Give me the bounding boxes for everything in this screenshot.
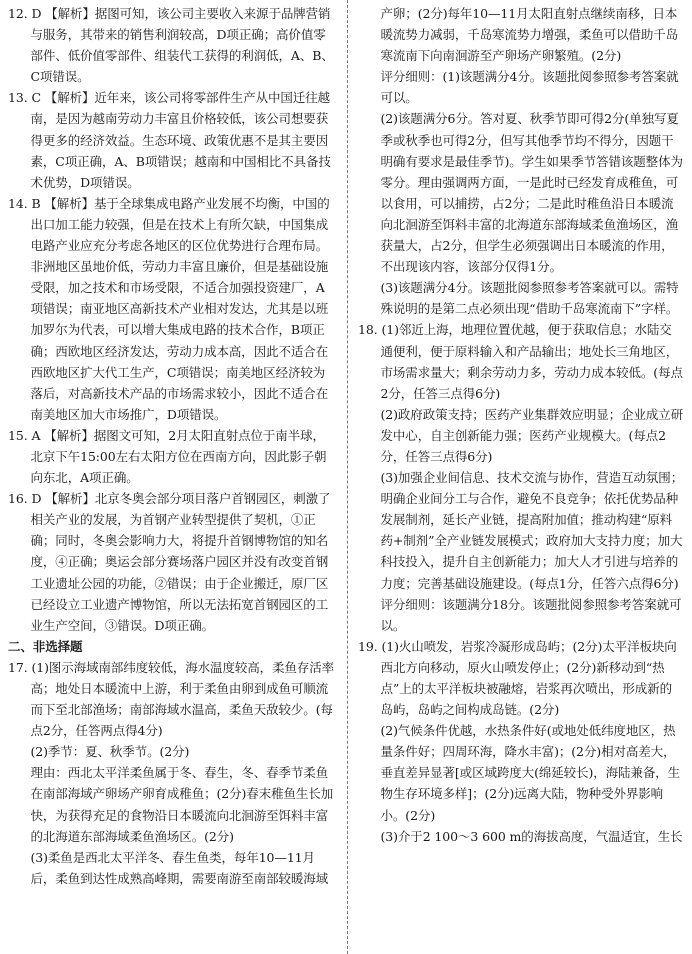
column-divider <box>347 0 348 954</box>
answer-item-17-reason: 理由：西北太平洋柔鱼属于冬、春生，冬、春季节柔鱼在南部海域产卵场产卵育成稚鱼；(2分)春末稚鱼生长加快，为获得充足的食物沿日本暖流向北洄游至饵料丰富的北海道东部海域柔鱼渔场区。(2分) <box>30 765 334 844</box>
answer-item-17-part-1: 17. (1)图示海域南部纬度较低，海水温度较高，柔鱼存活率高；地处日本暖流中上游，利于柔鱼由卵到成鱼可顺流而下至北部渔场；南部海域水温高，柔鱼天敌较少。(每点2分，任答两点得4分) <box>8 659 335 739</box>
answer-item-17-continued: 产卵；(2分)每年10—11月太阳直射点继续南移，日本暖流势力减弱，千岛寒流势力增强，柔鱼可以借助千岛寒流南下向南洄游至产卵场产卵繁殖。(2分) <box>380 6 679 64</box>
answer-item-17-part-2: (2)季节：夏、秋季节。(2分) <box>30 744 190 760</box>
answer-item-13: 13. C 【解析】近年来，该公司将零部件生产从中国迁往越南，是因为越南劳动力丰富且价格较低，该公司想要获得更多的经济效益。生态环境、政策优惠不是其主要因素，C项正确，A、B项错误；越南和中国相比不具备技术优势，D项错误。 <box>8 90 331 190</box>
section-heading: 二、非选择题 <box>8 638 83 654</box>
left-column <box>8 3 337 889</box>
answer-item-12: 12. D 【解析】据图可知，该公司主要收入来源于品牌营销与服务，其带来的销售利润较高，D项正确；高价值零部件、低价值零部件、组装代工获得的利润低，A、B、C项错误。 <box>8 6 334 85</box>
answer-item-16: 16. D 【解析】北京冬奥会部分项目落户首钢园区，刺激了相关产业的发展，为首钢产业转型提供了契机，①正确；同时，冬奥会影响力大，将提升首钢博物馆的知名度，④正确；奥运会部分赛场落户园区并没有改变首钢工业遗址公园的功能，②错误；由于企业搬迁，原厂区已经设立工业遗产博物馆，所以无法拓宽首钢园区的工业生产空间，③错误。D项正确。 <box>8 491 331 633</box>
answer-item-14: 14. B 【解析】基于全球集成电路产业发展不均衡，中国的出口加工能力较强，但是在技术上有所欠缺，中国集成电路产业应充分考虑各地区的区位优势进行合理布局。非洲地区虽地价低，劳动力丰富且廉价，但是基础设施受限，加之技术和市场受限，不适合加强投资建厂，A项错误；南亚地区高新技术产业相对发达，尤其是以班加罗尔为代表，可以增大集成电路的技术合作，B项正确；西欧地区经济发达，劳动力成本高，因此不适合在西欧地区扩大代工生产，C项错误；南美地区经济较为落后，对高新技术产品的市场需求较小，因此不适合在南美地区加大市场推广，D项错误。 <box>8 195 330 422</box>
answer-item-19-part-2: (2)气候条件优越，水热条件好(或地处低纬度地区，热量条件好；四周环海，降水丰富)；(2分)相对高差大，垂直差异显著[或区域跨度大(绵延较长)，海陆兼备，生物生存环境多样]；(2分)远离大陆，物种受外界影响小。(2分) <box>380 723 681 823</box>
answer-item-19-part-1: 19. (1)火山喷发，岩浆冷凝形成岛屿；(2分)太平洋板块向西北方向移动，原火山喷发停止；(2分)新移动到“热点”上的太平洋板块被融熔，岩浆再次喷出，形成新的岛屿，岛屿之间构成岛链。(2分) <box>358 638 677 718</box>
scoring-note-18: 评分细则：该题满分18分。该题批阅参照参考答案就可以。 <box>380 596 682 633</box>
scoring-note-17-1: 评分细则：(1)该题满分4分。该题批阅参照参考答案就可以。 <box>380 69 679 106</box>
scoring-note-17-3: (3)该题满分4分。该题批阅参照参考答案就可以。需特殊说明的是第二点必须出现“借助千岛寒流南下”字样。 <box>380 280 679 317</box>
answer-item-18-part-1: 18. (1)邻近上海，地理位置优越，便于获取信息；水陆交通便利，便于原料输入和产品输出；地处长三角地区，市场需求量大；剩余劳动力多，劳动力成本较低。(每点2分，任答三点得6分) <box>358 322 683 401</box>
answer-item-15: 15. A 【解析】据图文可知，2月太阳直射点位于南半球，北京下午15:00左右太阳方位在西南方向，因此影子朝向东北，A项正确。 <box>8 427 327 486</box>
answer-item-18-part-3: (3)加强企业间信息、技术交流与协作，营造互动氛围；明确企业间分工与合作，避免不良竞争；依托优势品种发展制剂，延长产业链，提高附加值；推动构建“原料药+制剂”全产业链发展模式；政府加大支持力度；加大科技投入，提升自主创新能力；加大人才引进与培养的力度；完善基础设施建设。(每点1分，任答六点得6分) <box>380 470 684 591</box>
answer-item-19-part-3: (3)介于2 100～3 600 m的海拔高度，气温适宜，生长 <box>380 828 683 844</box>
answer-item-17-part-3: (3)柔鱼是西北太平洋冬、春生鱼类，每年10—11月后，柔鱼到达性成熟高峰期，需要南游至南部较暖海域 <box>30 849 329 886</box>
answer-item-18-part-2: (2)政府政策支持；医药产业集群效应明显；企业成立研发中心，自主创新能力强；医药产业规模大。(每点2分，任答三点得6分) <box>380 406 684 464</box>
right-column <box>358 3 684 847</box>
scoring-note-17-2: (2)该题满分6分。答对夏、秋季节即可得2分(单独写夏季或秋季也可得2分，但写其他季节均不得分，因题干明确有要求是最佳季节)。学生如果季节答错该题整体为零分。理由强调两方面，一是此时已经发育成稚鱼，可以食用，可以捕捞，占2分；二是此时稚鱼沿日本暖流向北洄游至饵料丰富的北海道东部海域柔鱼渔场区，渔获量大，占2分，但学生必须强调出日本暖流的作用，不出现该内容，该部分仅得1分。 <box>380 111 683 275</box>
